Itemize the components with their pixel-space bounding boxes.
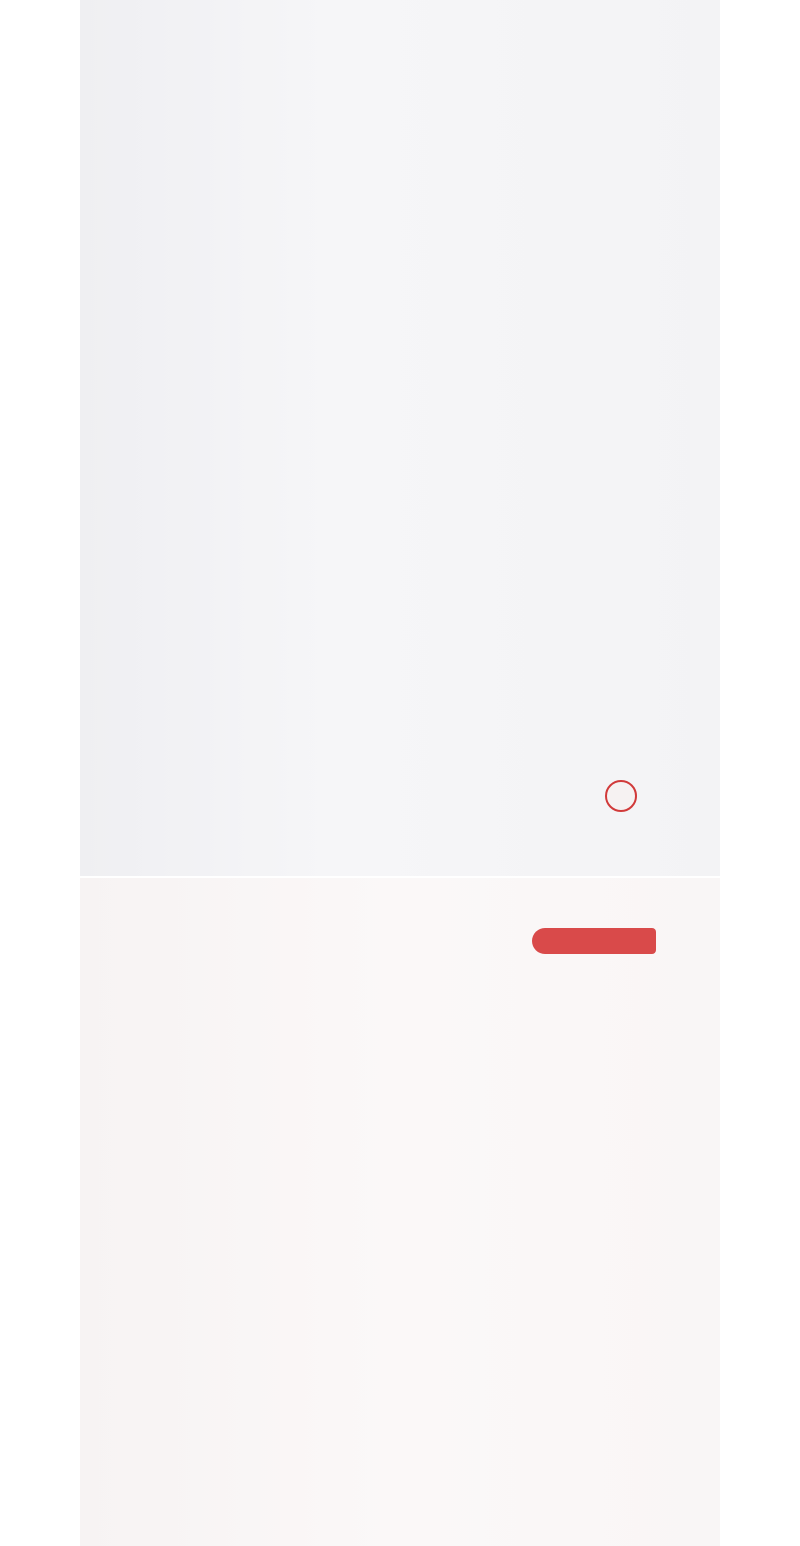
toc-page-top [80, 0, 720, 876]
toc-page-bottom [80, 878, 720, 1546]
toc-header-tab [532, 928, 656, 954]
page-number-badge [605, 780, 637, 812]
